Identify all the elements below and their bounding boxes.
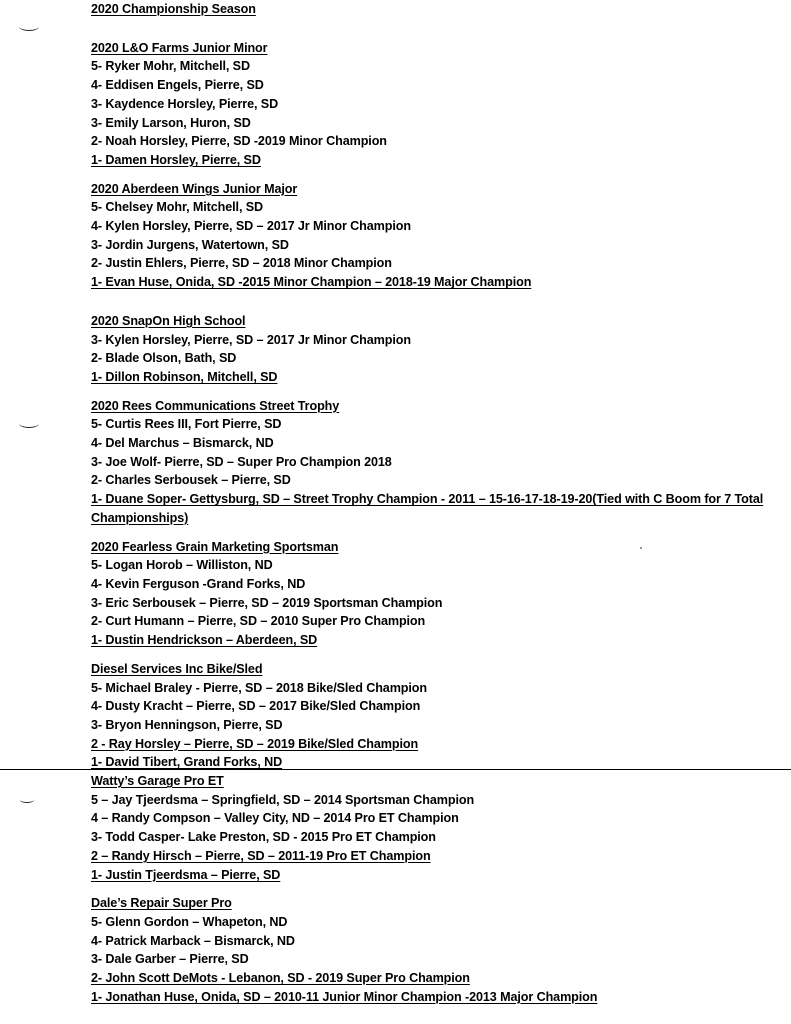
entry: 5- Michael Braley - Pierre, SD – 2018 Bike/Sled Champion (91, 680, 427, 695)
entry: 2- Charles Serbousek – Pierre, SD (91, 473, 291, 488)
entry: 3- Kylen Horsley, Pierre, SD – 2017 Jr Minor Champion (91, 332, 411, 347)
entry: 2- Justin Ehlers, Pierre, SD – 2018 Minor Champion (91, 256, 392, 271)
entry: 3- Todd Casper- Lake Preston, SD - 2015 Pro ET Champion (91, 830, 436, 845)
section-super-pro (91, 894, 781, 1006)
entry: 2- Noah Horsley, Pierre, SD -2019 Minor Champion (91, 134, 387, 149)
winner-entry: 1- Evan Huse, Onida, SD -2015 Minor Champion – 2018-19 Major Champion (91, 275, 532, 290)
entry: 4 – Randy Compson – Valley City, ND – 2014 Pro ET Champion (91, 811, 459, 826)
section-heading: 2020 Rees Communications Street Trophy (91, 398, 340, 413)
section-street-trophy (91, 397, 781, 528)
winner-entry: 1- Justin Tjeerdsma – Pierre, SD (91, 867, 281, 882)
runner-up-entry: 2 - Ray Horsley – Pierre, SD – 2019 Bike/Sled Champion (91, 736, 419, 751)
section-heading: 2020 Aberdeen Wings Junior Major (91, 181, 298, 196)
winner-entry: 1- Dustin Hendrickson – Aberdeen, SD (91, 633, 318, 648)
runner-up-entry: 2 – Randy Hirsch – Pierre, SD – 2011-19 Pro ET Champion (91, 848, 431, 863)
entry: 4- Patrick Marback – Bismarck, ND (91, 933, 295, 948)
entry: 3- Eric Serbousek – Pierre, SD – 2019 Sportsman Champion (91, 595, 443, 610)
section-high-school (91, 312, 781, 387)
section-junior-minor (91, 39, 781, 170)
entry: 4- Kylen Horsley, Pierre, SD – 2017 Jr Minor Champion (91, 219, 411, 234)
section-pro-et (91, 772, 781, 884)
entry: 3- Joe Wolf- Pierre, SD – Super Pro Champion 2018 (91, 454, 392, 469)
entry: 5- Chelsey Mohr, Mitchell, SD (91, 200, 264, 215)
entry: 3- Dale Garber – Pierre, SD (91, 952, 249, 967)
entry: 3- Bryon Henningson, Pierre, SD (91, 717, 283, 732)
section-heading: 2020 SnapOn High School (91, 313, 246, 328)
winner-entry: 1- Dillon Robinson, Mitchell, SD (91, 369, 278, 384)
entry: 5- Logan Horob – Williston, ND (91, 558, 273, 573)
document (91, 0, 781, 1006)
section-heading: 2020 Fearless Grain Marketing Sportsman (91, 539, 339, 554)
section-heading: Watty’s Garage Pro ET (91, 774, 224, 789)
winner-entry: 1- Damen Horsley, Pierre, SD (91, 152, 261, 167)
winner-entry: 1- Duane Soper- Gettysburg, SD – Street Trophy Champion - 2011 – 15-16-17-18-19-20(Tied with C Boom for 7 Total Championships) (91, 492, 764, 525)
section-sportsman (91, 538, 781, 650)
entry: 2- Curt Humann – Pierre, SD – 2010 Super Pro Champion (91, 614, 426, 629)
entry: 3- Jordin Jurgens, Watertown, SD (91, 237, 289, 252)
section-heading: 2020 L&O Farms Junior Minor (91, 40, 268, 55)
runner-up-entry: 2- John Scott DeMots - Lebanon, SD - 2019 Super Pro Champion (91, 971, 470, 986)
scan-mark (20, 797, 34, 803)
winner-entry: 1- Jonathan Huse, Onida, SD – 2010-11 Junior Minor Champion -2013 Major Champion (91, 989, 598, 1004)
entry: 2- Blade Olson, Bath, SD (91, 351, 237, 366)
section-heading: Dale’s Repair Super Pro (91, 896, 232, 911)
entry: 5- Curtis Rees III, Fort Pierre, SD (91, 417, 282, 432)
entry: 3- Kaydence Horsley, Pierre, SD (91, 96, 279, 111)
winner-entry: 1- David Tibert, Grand Forks, ND (91, 755, 283, 770)
section-bike-sled (91, 660, 781, 772)
section-junior-major (91, 180, 781, 292)
entry: 5- Ryker Mohr, Mitchell, SD (91, 59, 250, 74)
entry: 5- Glenn Gordon – Whapeton, ND (91, 914, 288, 929)
entry: 4- Del Marchus – Bismarck, ND (91, 436, 274, 451)
document-title: 2020 Championship Season (91, 2, 256, 16)
entry: 4- Eddisen Engels, Pierre, SD (91, 78, 264, 93)
section-heading: Diesel Services Inc Bike/Sled (91, 661, 263, 676)
entry: 5 – Jay Tjeerdsma – Springfield, SD – 2014 Sportsman Champion (91, 792, 475, 807)
entry: 3- Emily Larson, Huron, SD (91, 115, 251, 130)
entry: 4- Kevin Ferguson -Grand Forks, ND (91, 576, 306, 591)
scan-mark (19, 419, 39, 428)
scan-mark (19, 22, 39, 31)
entry: 4- Dusty Kracht – Pierre, SD – 2017 Bike/Sled Champion (91, 699, 421, 714)
